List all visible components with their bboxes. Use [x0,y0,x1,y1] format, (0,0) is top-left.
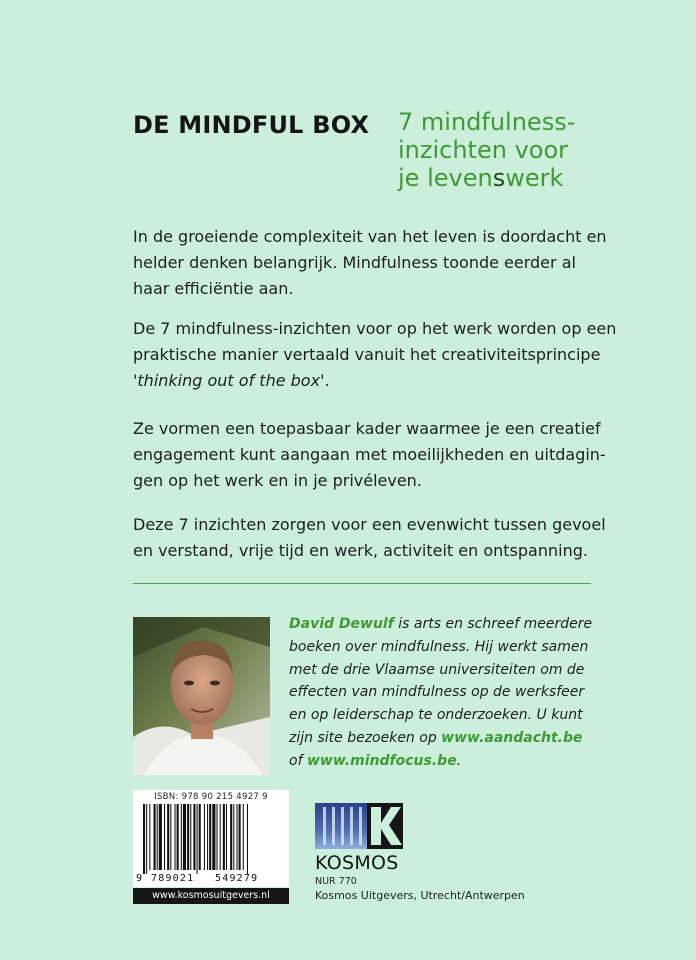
barcode-bar [183,804,186,870]
paragraph-3-line: gen op het werk en in je privéleven. [133,471,422,490]
barcode-bar [170,804,171,870]
site-link-aandacht[interactable]: www.aandacht.be [441,729,583,746]
ean-first-digit: 9 [136,873,143,884]
barcode-bar [220,804,221,870]
bio-line: effecten van mindfulness op de werksfeer [289,684,585,701]
paragraph-2 [133,316,617,394]
quote-open: ' [133,371,138,390]
barcode-bar [164,804,165,870]
barcode-bar [217,804,218,870]
bio-line [289,613,599,636]
barcode-bar [154,804,156,870]
barcode-bar [247,804,248,874]
barcode [133,790,289,887]
subtitle-line-3-a: je leven [398,164,493,192]
divider-line [133,583,591,584]
barcode-bar [230,804,232,870]
barcode-bar [204,804,205,870]
barcode-bar [207,804,208,870]
kosmos-logo-icon [315,803,405,851]
bio-text: of [289,752,307,769]
barcode-bar [143,804,145,874]
bio-line: boeken over mindfulness. Hij werkt samen [289,638,589,655]
barcode-bar [209,804,211,870]
author-photo [133,617,270,775]
subtitle-line-3-highlight: s [492,164,506,192]
bio-line [289,750,599,773]
isbn-label: ISBN: 978 90 215 4927 9 [154,792,268,802]
barcode-bar [197,804,198,874]
author-bio [289,613,599,773]
paragraph-2-line: De 7 mindfulness-inzichten voor op het werk worden op een [133,319,617,338]
publisher-name: KOSMOS [315,852,399,874]
barcode-bar [190,804,191,870]
paragraph-1-line: helder denken belangrijk. Mindfulness toonde eerder al [133,253,576,272]
barcode-icon [143,804,279,874]
ean-left-digits: 789021 [151,873,195,884]
barcode-bar [146,804,147,874]
bio-line [289,727,599,750]
barcode-bar [175,804,176,870]
paragraph-4-line: Deze 7 inzichten zorgen voor een evenwicht tussen gevoel [133,515,606,534]
barcode-bar [233,804,234,870]
paragraph-2-line: praktische manier vertaald vanuit het creativiteitsprincipe [133,345,601,364]
book-subtitle [398,108,575,192]
bio-line: met de drie Vlaamse universiteiten om de [289,661,585,678]
barcode-bar [181,804,182,870]
paragraph-2-line [133,368,603,394]
barcode-bar [199,804,201,870]
subtitle-line-1: 7 mindfulness- [398,108,576,136]
barcode-bar [212,804,215,870]
quote-text: thinking out of the box [137,371,321,390]
barcode-bar [157,804,158,870]
publisher-url[interactable]: www.kosmosuitgevers.nl [133,888,289,904]
bio-text: . [456,752,462,769]
barcode-bar [223,804,225,870]
subtitle-line-3 [398,164,575,192]
paragraph-1-line: haar efficiëntie aan. [133,279,294,298]
bio-line: en op leiderschap te onderzoeken. U kunt [289,707,583,724]
nur-code: NUR 770 [315,876,357,887]
barcode-bar [243,804,244,870]
paragraph-4 [133,512,606,564]
barcode-bar [236,804,237,870]
bio-text: is arts en schreef meerdere [393,616,593,632]
barcode-bar [226,804,227,870]
paragraph-3 [133,416,606,494]
paragraph-4-line: en verstand, vrije tijd en werk, activiteit en ontspanning. [133,541,588,560]
barcode-bar [159,804,162,870]
barcode-bar [193,804,195,870]
site-link-mindfocus[interactable]: www.mindfocus.be [306,752,457,769]
bio-text: zijn site bezoeken op [289,729,442,746]
barcode-bar [187,804,189,870]
book-title: DE MINDFUL BOX [133,111,370,139]
subtitle-line-3-c: werk [505,164,564,192]
paragraph-1 [133,224,607,302]
barcode-bar [177,804,179,870]
quote-close: '. [320,371,330,390]
paragraph-1-line: In de groeiende complexiteit van het leven is doordacht en [133,227,607,246]
ean-right-digits: 549279 [215,873,259,884]
paragraph-3-line: engagement kunt aangaan met moeilijkheden en uitdagin- [133,445,606,464]
author-portrait-icon [133,617,270,775]
paragraph-3-line: Ze vormen een toepasbaar kader waarmee je een creatief [133,419,601,438]
publisher-full: Kosmos Uitgevers, Utrecht/Antwerpen [315,889,525,902]
barcode-bar [149,804,150,870]
author-name: David Dewulf [289,616,394,632]
barcode-bar [239,804,241,870]
subtitle-line-2: inzichten voor [398,136,569,164]
barcode-bar [167,804,169,870]
